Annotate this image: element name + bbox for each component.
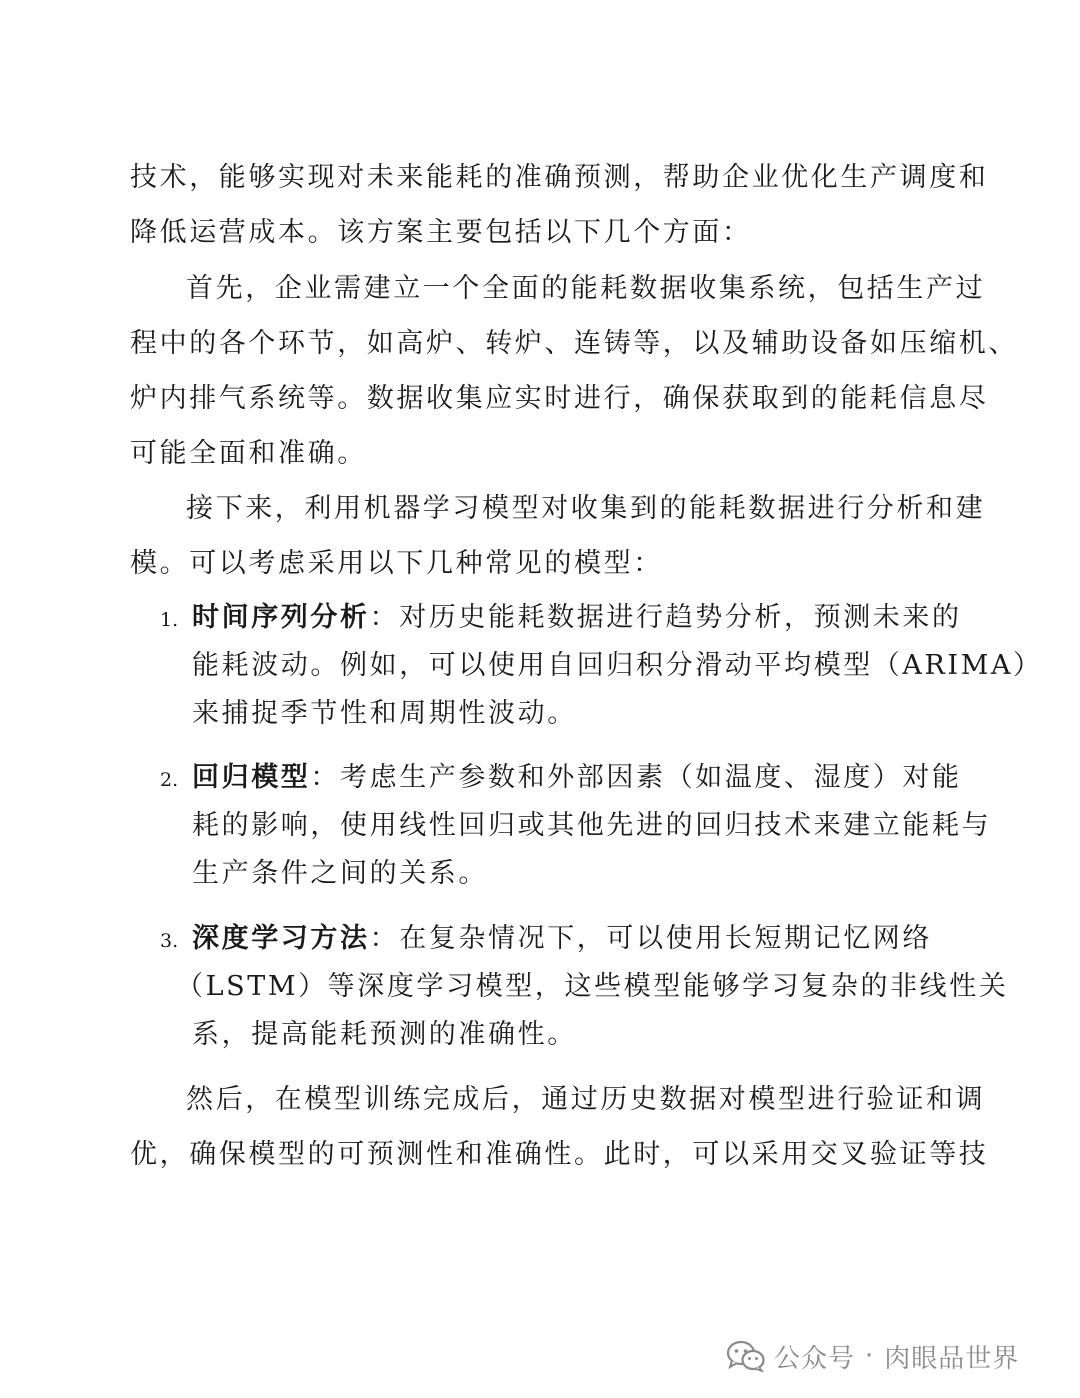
list-item-text: ：考虑生产参数和外部因素（如温度、湿度）对能 [310, 762, 962, 793]
list-item-2-line-1 [192, 760, 962, 796]
list-item-text: ：对历史能耗数据进行趋势分析，预测未来的 [369, 602, 962, 633]
paragraph-4-line-1: 然后，在模型训练完成后，通过历史数据对模型进行验证和调 [186, 1084, 986, 1115]
wechat-icon [726, 1340, 766, 1372]
watermark [726, 1336, 1019, 1376]
paragraph-2-line-1: 首先，企业需建立一个全面的能耗数据收集系统，包括生产过 [186, 273, 986, 304]
paragraph-2-line-3: 炉内排气系统等。数据收集应实时进行，确保获取到的能耗信息尽 [130, 383, 989, 414]
watermark-separator: · [865, 1341, 875, 1371]
list-item-number: 2. [160, 769, 179, 791]
list-item-3-line-2: （LSTM）等深度学习模型，这些模型能够学习复杂的非线性关 [176, 971, 1009, 1002]
list-item-2-line-2: 耗的影响，使用线性回归或其他先进的回归技术来建立能耗与 [192, 810, 992, 841]
list-item-1-line-2: 能耗波动。例如，可以使用自回归积分滑动平均模型（ARIMA） [192, 650, 1043, 681]
list-item-text: ：在复杂情况下，可以使用长短期记忆网络 [369, 923, 933, 954]
paragraph-3-line-1: 接下来，利用机器学习模型对收集到的能耗数据进行分析和建 [186, 493, 986, 524]
list-item-title: 回归模型 [192, 762, 311, 793]
paragraph-1-line-1: 技术，能够实现对未来能耗的准确预测，帮助企业优化生产调度和 [130, 162, 989, 193]
watermark-account: 肉眼品世界 [884, 1343, 1020, 1374]
paragraph-2-line-2: 程中的各个环节，如高炉、转炉、连铸等，以及辅助设备如压缩机、 [130, 328, 1018, 359]
paragraph-1-line-2: 降低运营成本。该方案主要包括以下几个方面： [130, 217, 752, 248]
list-item-2-line-3: 生产条件之间的关系。 [192, 858, 488, 889]
list-item-number: 1. [160, 609, 179, 631]
list-item-title: 深度学习方法 [192, 923, 370, 954]
paragraph-2-line-4: 可能全面和准确。 [130, 438, 367, 469]
watermark-source: 公众号 [774, 1343, 856, 1374]
list-item-3-line-1 [192, 921, 932, 957]
paragraph-3-line-2: 模。可以考虑采用以下几种常见的模型： [130, 548, 663, 579]
list-item-number: 3. [160, 930, 179, 952]
paragraph-4-line-2: 优，确保模型的可预测性和准确性。此时，可以采用交叉验证等技 [130, 1139, 989, 1170]
list-item-1-line-1 [192, 600, 962, 636]
list-item-title: 时间序列分析 [192, 602, 370, 633]
list-item-1-line-3: 来捕捉季节性和周期性波动。 [192, 698, 577, 729]
list-item-3-line-3: 系，提高能耗预测的准确性。 [192, 1019, 577, 1050]
